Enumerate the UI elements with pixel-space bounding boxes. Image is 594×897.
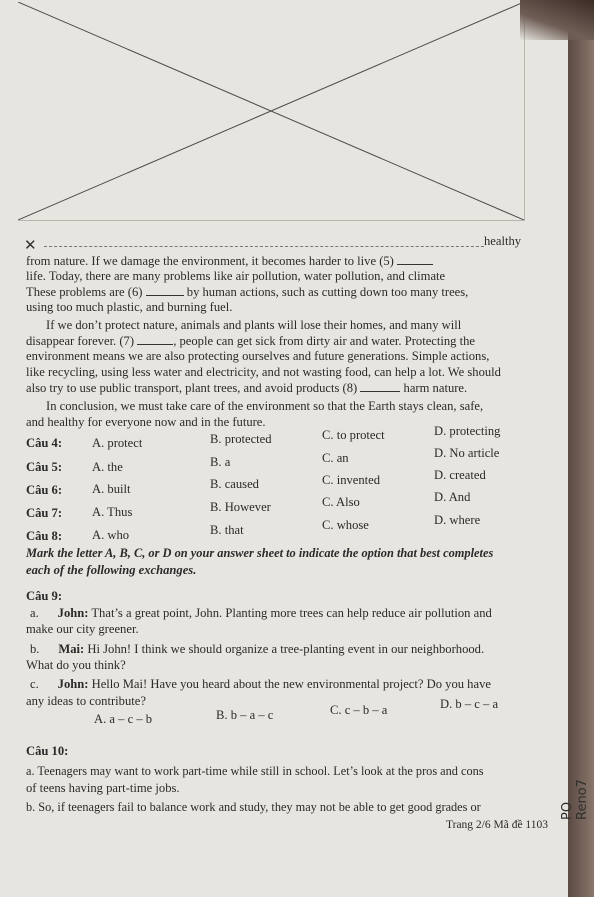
option-a[interactable]: A. built — [92, 482, 131, 496]
image-placeholder-box — [18, 2, 525, 221]
option-d[interactable]: D. No article — [434, 446, 500, 460]
q10-line-a2: of teens having part-time jobs. — [26, 781, 180, 795]
blank-8 — [360, 381, 400, 392]
q9-line-b: b. Mai: Hi John! I think we should organize a tree-planting event in our neighborhood. — [30, 642, 485, 656]
option-b[interactable]: B. that — [210, 523, 244, 537]
passage-line-3: life. Today, there are many problems like air pollution, water pollution, and climate — [26, 269, 446, 283]
page-footer: Trang 2/6 Mã đề 1103 — [446, 819, 549, 831]
placeholder-cross — [18, 2, 524, 220]
option-d[interactable]: D. protecting — [434, 424, 501, 438]
background-corner — [520, 0, 594, 40]
question-10-label: Câu 10: — [26, 744, 69, 758]
passage-line-2: from nature. If we damage the environment, it becomes harder to live (5) — [26, 254, 433, 269]
option-a[interactable]: A. Thus — [92, 505, 133, 519]
passage-line-8: environment means we are also protecting ourselves and future generations. Simple actions, — [26, 349, 490, 363]
q10-line-b: b. So, if teenagers fail to balance work and study, they may not be able to get good grades or — [26, 800, 481, 814]
option-d[interactable]: D. created — [434, 468, 486, 482]
q9-option-d[interactable]: D. b – c – a — [440, 697, 499, 711]
option-d[interactable]: D. where — [434, 513, 481, 527]
passage-line-11: In conclusion, we must take care of the environment so that the Earth stays clean, safe, — [46, 399, 484, 413]
option-a[interactable]: A. the — [92, 460, 123, 474]
blank-5 — [397, 254, 433, 265]
passage-line-7: disappear forever. (7) , people can get sick from dirty air and water. Protecting the — [26, 334, 476, 348]
passage-line-1-end: healthy — [484, 234, 522, 248]
passage-line-4: These problems are (6) by human actions, such as cutting down too many trees, — [26, 285, 469, 299]
instruction-line-1: Mark the letter A, B, C, or D on your answer sheet to indicate the option that best completes — [26, 546, 494, 560]
q9-option-c[interactable]: C. c – b – a — [330, 703, 388, 717]
q9-line-c2: any ideas to contribute? — [26, 694, 146, 708]
passage-line-5: using too much plastic, and burning fuel. — [26, 300, 233, 314]
option-c[interactable]: C. an — [322, 451, 349, 465]
option-a[interactable]: A. who — [92, 528, 130, 542]
passage-line-9: like recycling, using less water and electricity, and not wasting food, can help a lot. We should — [26, 365, 501, 379]
question-9-label: Câu 9: — [26, 589, 63, 603]
option-b[interactable]: B. protected — [210, 432, 272, 446]
passage-line-12: and healthy for everyone now and in the future. — [26, 415, 266, 429]
q9-line-b2: What do you think? — [26, 658, 126, 672]
q10-line-a: a. Teenagers may want to work part-time while still in school. Let’s look at the pros and cons — [26, 764, 484, 778]
q9-line-c: c. John: Hello Mai! Have you heard about the new environmental project? Do you have — [30, 677, 491, 691]
cut-line — [44, 246, 484, 247]
background-edge — [568, 0, 594, 897]
option-b[interactable]: B. caused — [210, 477, 259, 491]
instruction-line-2: each of the following exchanges. — [26, 563, 197, 577]
option-b[interactable]: B. However — [210, 500, 271, 514]
q9-line-a: a. John: That’s a great point, John. Planting more trees can help reduce air pollution and — [30, 606, 492, 620]
blank-6 — [146, 285, 184, 296]
exam-page: ✕ healthy from nature. If we damage the environment, it becomes harder to live (5) life. Today, there are many problems like air pollution, water pollution, and climate These problems are (6) by human actions, such as cutting down too many trees, using too much plastic, and burning fuel. If we don’t protect nature, animals and plants will lose their homes, and many will disappear forever. (7) , people can get sick from dirty air and water. Protecting the environment means we are also protecting ourselves and future generations. Simple actions, like recycling, using less water and electricity, and not wasting food, can help a lot. We should also try to use public transport, plant trees, and avoid products (8) harm nature. In conclusion, we must take care of the environment so that the Earth stays clean, safe, and healthy for everyone now and in the future. Câu 4: A. protect B. protected C. to protect D. protecting Câu 5: A. the B. a C. an D. No article Câu 6: A. built B. caused C. invented D. created Câu 7: A. Thus B. However C. Also D. And Câu 8: A. who B. that C. whose D. where Mark the letter A, B, C, or D on your answer sheet to indicate the option that best completes each of the following exchanges. Câu 9: a. John: That’s a great point, John. Planting more trees can help reduce air pollution and make our city greener. b. Mai: Hi John! I think we should organize a tree-planting event in our neighborhood. What do you think? c. John: Hello Mai! Have you heard about the new environmental project? Do you have any ideas to contribute? A. a – c – b B. b – a – c C. c – b – a D. b – c – a Câu 10: a. Teenagers may want to work part-time while still in school. Let’s look at the pros and cons of teens having part-time jobs. b. So, if teenagers fail to balance work and study, they may not be able to get good grades or Trang 2/6 Mã đề 1103 — [0, 0, 568, 897]
q9-option-a[interactable]: A. a – c – b — [94, 712, 153, 726]
q9-line-a2: make our city greener. — [26, 622, 139, 636]
camera-watermark: PO Reno7 — [560, 779, 590, 820]
scissors-icon: ✕ — [24, 236, 37, 254]
option-c[interactable]: C. Also — [322, 495, 360, 509]
passage-line-6: If we don’t protect nature, animals and plants will lose their homes, and many will — [46, 318, 462, 332]
option-c[interactable]: C. to protect — [322, 428, 385, 442]
q9-option-b[interactable]: B. b – a – c — [216, 708, 274, 722]
option-c[interactable]: C. invented — [322, 473, 381, 487]
option-c[interactable]: C. whose — [322, 518, 369, 532]
option-b[interactable]: B. a — [210, 455, 231, 469]
option-a[interactable]: A. protect — [92, 436, 143, 450]
option-d[interactable]: D. And — [434, 490, 471, 504]
blank-7 — [137, 334, 173, 345]
passage-line-10: also try to use public transport, plant trees, and avoid products (8) harm nature. — [26, 381, 468, 395]
